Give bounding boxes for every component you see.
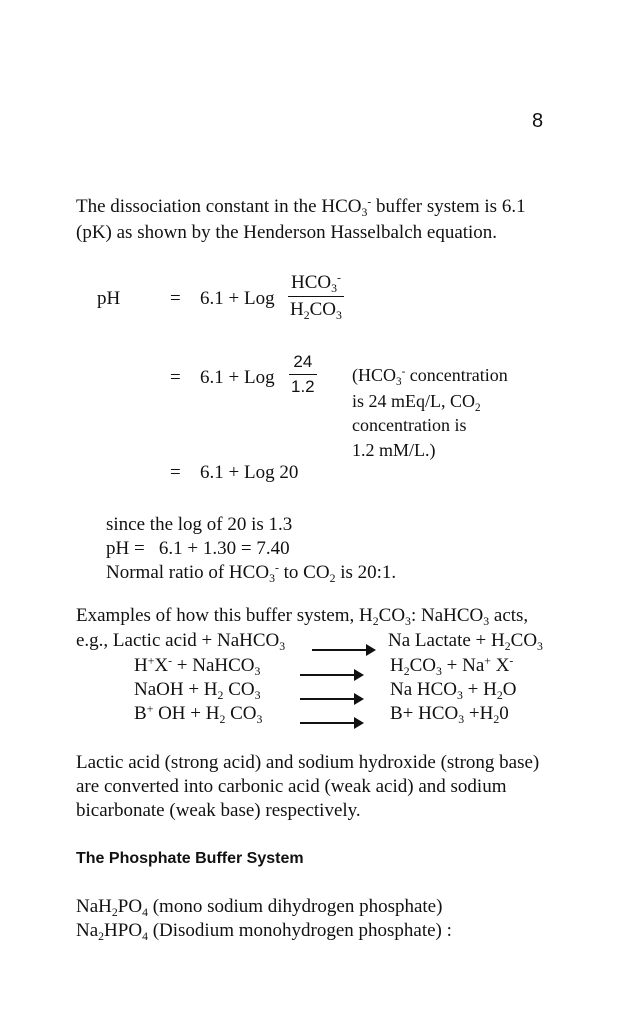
equation-row2-expression: 6.1 + Log	[200, 367, 275, 388]
section-heading-phosphate: The Phosphate Buffer System	[76, 850, 304, 867]
summary-line-1: Lactic acid (strong acid) and sodium hydroxide (strong base)	[76, 752, 540, 773]
reaction-1-right: Na Lactate + $H_2CO_3$	[388, 630, 543, 654]
ph-label: pH	[97, 288, 121, 309]
equation-row3-expression: 6.1 + Log 20	[200, 462, 299, 483]
calc-line-2: pH = 6.1 + 1.30 = 7.40	[106, 538, 290, 559]
reaction-2-right: $H_2CO_3 + Na^+$ X-	[390, 654, 514, 679]
phosphate-line-2: $Na_2HPO_4$ (Disodium monohydrogen phosphate) :	[76, 920, 452, 944]
summary-line-3: bicarbonate (weak base) respectively.	[76, 800, 361, 821]
reaction-3-right: Na $HCO_3 + H_2O$	[390, 679, 517, 703]
reaction-4-right: $B+ HCO_3 +H_20$	[390, 703, 509, 727]
equals-sign-2: =	[170, 367, 181, 388]
equals-sign-3: =	[170, 462, 181, 483]
reaction-1-left: e.g., Lactic acid + NaHCO$_3$	[76, 630, 286, 654]
fraction-hco3-h2co3: $\frac{HCO_3^-}{H_2CO_3}$	[290, 271, 342, 323]
page-number: 8	[532, 110, 544, 132]
calc-line-1: since the log of 20 is 1.3	[106, 514, 293, 535]
examples-intro: Examples of how this buffer system, $H_2CO_3$: NaHCO$_3$ acts,	[76, 605, 529, 629]
intro-line-2: (pK) as shown by the Henderson Hasselbalch equation.	[76, 222, 498, 243]
reaction-2-arrow	[300, 666, 362, 684]
reaction-1-arrow	[312, 641, 374, 659]
reaction-4-arrow	[300, 714, 362, 732]
calc-line-3: Normal ratio of $HCO_3^-$ to $CO_2$ is 20:1.	[106, 561, 397, 586]
summary-line-2: are converted into carbonic acid (weak acid) and sodium	[76, 776, 507, 797]
phosphate-line-1: $NaH_2PO_4$ (mono sodium dihydrogen phosphate)	[76, 896, 443, 920]
equation-row1-expression: 6.1 + Log	[200, 288, 275, 309]
reaction-3-arrow	[300, 690, 362, 708]
note-line-4: 1.2 mM/L.)	[352, 440, 436, 460]
note-line-3: concentration is	[352, 415, 467, 435]
fraction-24-over-1-2: $\frac{24}{1.2}$	[291, 352, 315, 396]
intro-line-1: The dissociation constant in the $HCO_3^-$ buffer system is 6.1	[76, 195, 526, 220]
note-line-2: is 24 mEq/L, $CO_2$	[352, 391, 481, 414]
reaction-2-left: H+X- + NaHCO$_3$	[134, 654, 261, 679]
reaction-3-left: NaOH + $H_2$ $CO_3$	[134, 679, 261, 703]
equals-sign-1: =	[170, 288, 181, 309]
note-line-1: ($HCO_3^-$ concentration	[352, 365, 508, 388]
reaction-4-left: B+ OH + $H_2$ $CO_3$	[134, 702, 263, 727]
